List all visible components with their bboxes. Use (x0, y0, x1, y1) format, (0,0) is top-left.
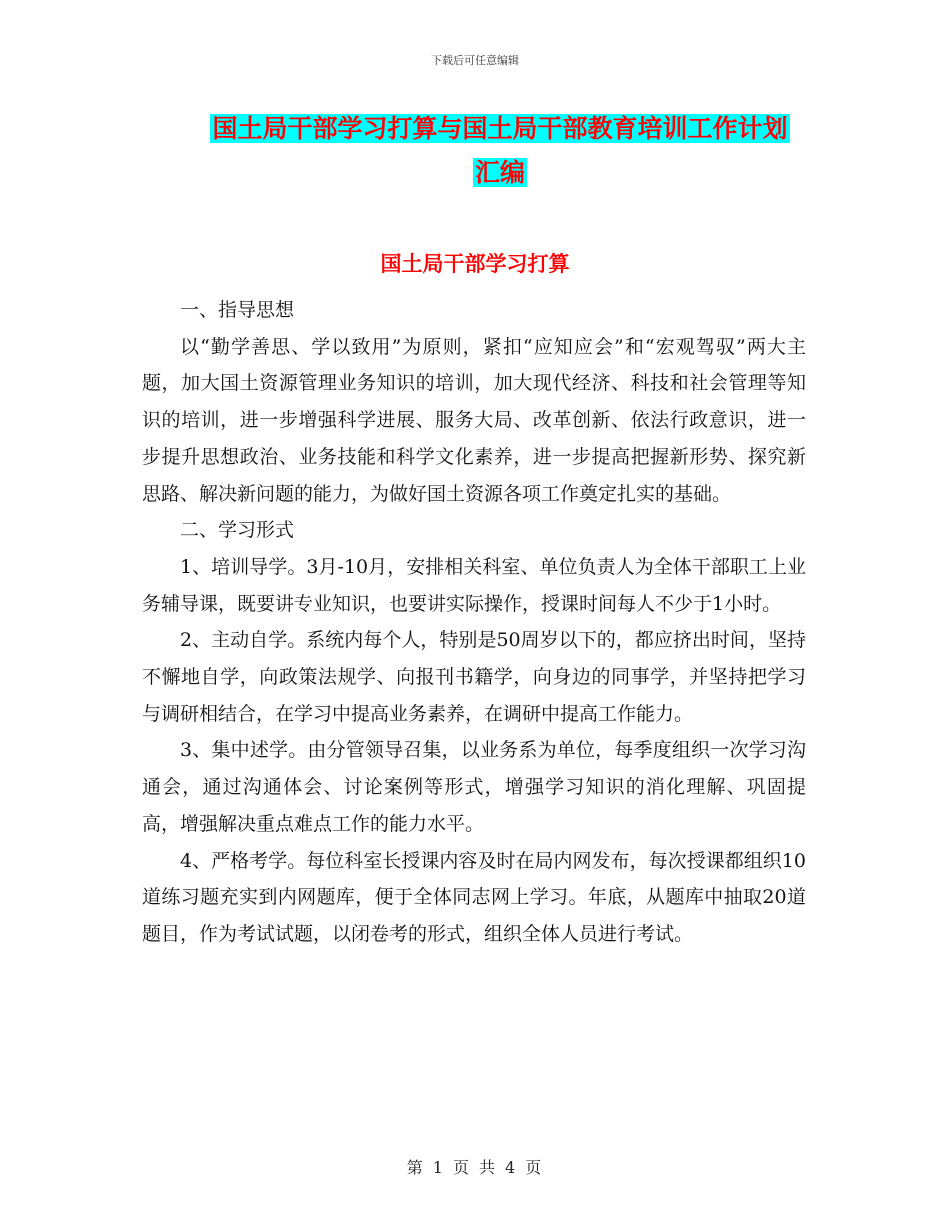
heading-guiding-thought: 一、指导思想 (180, 299, 295, 321)
heading-study-forms: 二、学习形式 (180, 519, 295, 542)
document-title-continued (140, 156, 860, 190)
header-note: 下载后可任意编辑 (431, 54, 519, 67)
document-body (142, 292, 806, 953)
section-subtitle: 国土局干部学习打算 (380, 251, 570, 276)
paragraph-group-study: 3、集中述学。由分管领导召集，以业务系为单位，每季度组织一次学习沟通会，通过沟通体会、讨论案例等形式，增强学习知识的消化理解、巩固提高，增强解决重点难点工作的能力水平。 (142, 739, 806, 835)
page-label-mid: 页 (452, 1158, 471, 1177)
current-page-number: 1 (432, 1158, 445, 1177)
paragraph-guiding-thought: 以“勤学善思、学以致用”为原则，紧扣“应知应会”和“宏观驾驭”两大主题，加大国土资源管理业务知识的培训，加大现代经济、科技和社会管理等知识的培训，进一步增强科学进展、服务大局、改革创新、依法行政意识，进一步提升思想政治、业务技能和科学文化素养，进一步提高把握新形势、探究新思路、解决新问题的能力，为做好国土资源各项工作奠定扎实的基础。 (142, 335, 806, 505)
document-title-line-2: 汇编 (474, 158, 525, 187)
paragraph-self-study: 2、主动自学。系统内每个人，特别是50周岁以下的，都应挤出时间，坚持不懈地自学，向政策法规学、向报刊书籍学，向身边的同事学，并坚持把学习与调研相结合，在学习中提高业务素养，在调研中提高工作能力。 (142, 629, 806, 725)
paragraph-exam: 4、严格考学。每位科室长授课内容及时在局内网发布，每次授课都组织10道练习题充实到内网题库，便于全体同志网上学习。年底，从题库中抽取20道题目，作为考试试题，以闭卷考的形式，组织全体人员进行考试。 (142, 849, 806, 945)
total-label-prefix: 共 (479, 1158, 498, 1177)
page-label-prefix: 第 (406, 1158, 425, 1177)
document-title (140, 112, 860, 146)
total-page-count: 4 (505, 1158, 518, 1177)
document-title-line-1: 国土局干部学习打算与国土局干部教育培训工作计划 (212, 114, 788, 143)
page-footer (0, 1155, 950, 1178)
page-label-suffix: 页 (525, 1158, 544, 1177)
paragraph-training: 1、培训导学。3月-10月，安排相关科室、单位负责人为全体干部职工上业务辅导课，既要讲专业知识，也要讲实际操作，授课时间每人不少于1小时。 (142, 555, 806, 615)
